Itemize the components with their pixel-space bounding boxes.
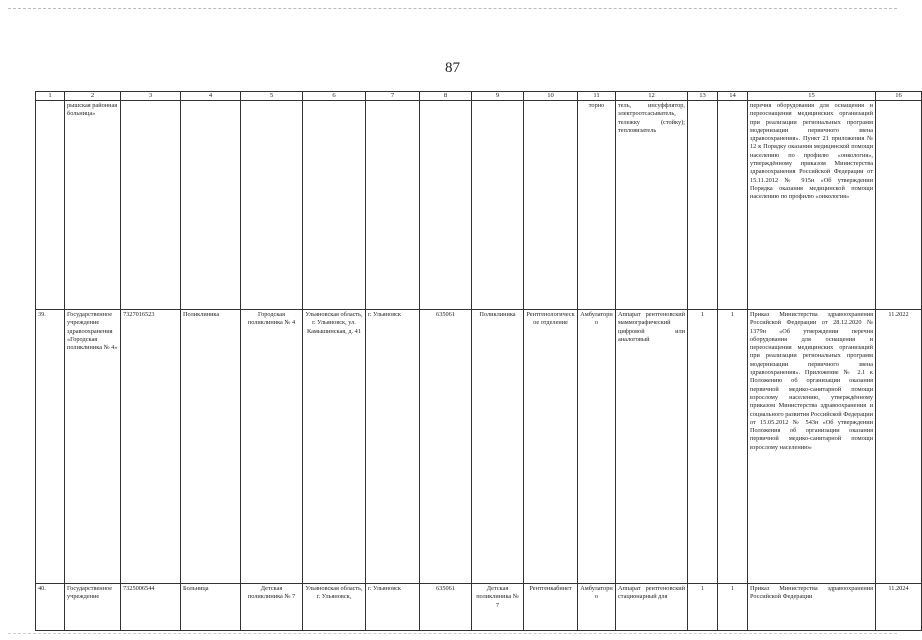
inn: 7325006544 (121, 584, 181, 631)
inn (121, 101, 181, 310)
column-header: 8 (420, 92, 472, 101)
city: г. Ульяновск (366, 584, 420, 631)
row-number (36, 101, 65, 310)
column-header: 6 (303, 92, 366, 101)
equipment: Аппарат рентгеновский стационарный для (616, 584, 688, 631)
facility-name (241, 101, 303, 310)
legal-basis: Приказ Министерства здравоохранения Российской Федерации (748, 584, 876, 631)
care-form: Амбулаторно (578, 310, 616, 584)
facility-name: Городская поликлиника № 4 (241, 310, 303, 584)
oktmo (420, 101, 472, 310)
table-row (36, 101, 922, 310)
scan-border-bottom (8, 633, 897, 634)
column-header: 2 (65, 92, 121, 101)
date (876, 101, 922, 310)
org-name: Государственное учреждение здравоохранения «Городская поликлиника № 4» (65, 310, 121, 584)
facility-name: Детская поликлиника № 7 (241, 584, 303, 631)
column-header: 12 (616, 92, 688, 101)
inn: 7327016523 (121, 310, 181, 584)
address: Ульяновская область, г. Ульяновск, ул. Камышинская, д. 41 (303, 310, 366, 584)
department (472, 101, 524, 310)
oktmo: 635061 (420, 310, 472, 584)
legal-basis: Приказ Министерства здравоохранения Российской Федерации от 28.12.2020 № 1379н «Об утверждении перечня оборудования для оснащения и переоснащения медицинских организаций при реализации региональных программ модернизации первичного звена здравоохранения». Приложение № 2.1 к Положению об организации оказания первичной медико-санитарной помощи взрослому населению, утверждённому приказом Министерства здравоохранения и социального развития Российской Федерации от 15.05.2012 № 543н «Об утверждении Положения об организации оказания первичной медико-санитарной помощи взрослому населению» (748, 310, 876, 584)
date: 11.2022 (876, 310, 922, 584)
care-form: торно (578, 101, 616, 310)
legal-basis: перечня оборудования для оснащения и переоснащения медицинских организаций при реализации региональных программ модернизации первичного звена здравоохранения». Пункт 21 приложения № 12 к Порядку оказания медицинской помощи населению по профилю «онкология», утверждённому приказом Министерства здравоохранения Российской Федерации от 15.11.2012 № 915н «Об утверждении Порядка оказания медицинской помощи населению по профилю «онкология» (748, 101, 876, 310)
equipment: Аппарат рентгеновский маммографический цифровой или аналоговый (616, 310, 688, 584)
unit (524, 101, 578, 310)
column-header: 7 (366, 92, 420, 101)
table-row (36, 310, 922, 584)
quantity-2: 1 (718, 310, 748, 584)
column-header: 10 (524, 92, 578, 101)
column-header: 16 (876, 92, 922, 101)
oktmo: 635061 (420, 584, 472, 631)
address: Ульяновская область, г. Ульяновск, (303, 584, 366, 631)
city: г. Ульяновск (366, 310, 420, 584)
org-name: рышская районная больница» (65, 101, 121, 310)
column-header: 15 (748, 92, 876, 101)
facility-type: Поликлиника (181, 310, 241, 584)
table-header-row (36, 92, 922, 101)
column-header: 5 (241, 92, 303, 101)
table-row (36, 584, 922, 631)
department: Детская поликлиника № 7 (472, 584, 524, 631)
column-header: 14 (718, 92, 748, 101)
column-header: 1 (36, 92, 65, 101)
address (303, 101, 366, 310)
date: 11.2024 (876, 584, 922, 631)
page-number: 87 (445, 60, 460, 76)
equipment: тель, инсуффлятор, электроотсасыватель, тележку (стойку); тепловизатель (616, 101, 688, 310)
column-header: 13 (688, 92, 718, 101)
row-number: 39. (36, 310, 65, 584)
quantity-1 (688, 101, 718, 310)
equipment-table (35, 91, 922, 631)
quantity-2 (718, 101, 748, 310)
column-header: 3 (121, 92, 181, 101)
facility-type (181, 101, 241, 310)
column-header: 11 (578, 92, 616, 101)
quantity-1: 1 (688, 310, 718, 584)
department: Поликлиника (472, 310, 524, 584)
column-header: 9 (472, 92, 524, 101)
quantity-2: 1 (718, 584, 748, 631)
city (366, 101, 420, 310)
scan-border-top (8, 8, 897, 9)
care-form: Амбулаторно (578, 584, 616, 631)
row-number: 40. (36, 584, 65, 631)
quantity-1: 1 (688, 584, 718, 631)
org-name: Государственное учреждение (65, 584, 121, 631)
column-header: 4 (181, 92, 241, 101)
unit: Рентгенкабинет (524, 584, 578, 631)
unit: Рентгенологическое отделение (524, 310, 578, 584)
facility-type: Больница (181, 584, 241, 631)
